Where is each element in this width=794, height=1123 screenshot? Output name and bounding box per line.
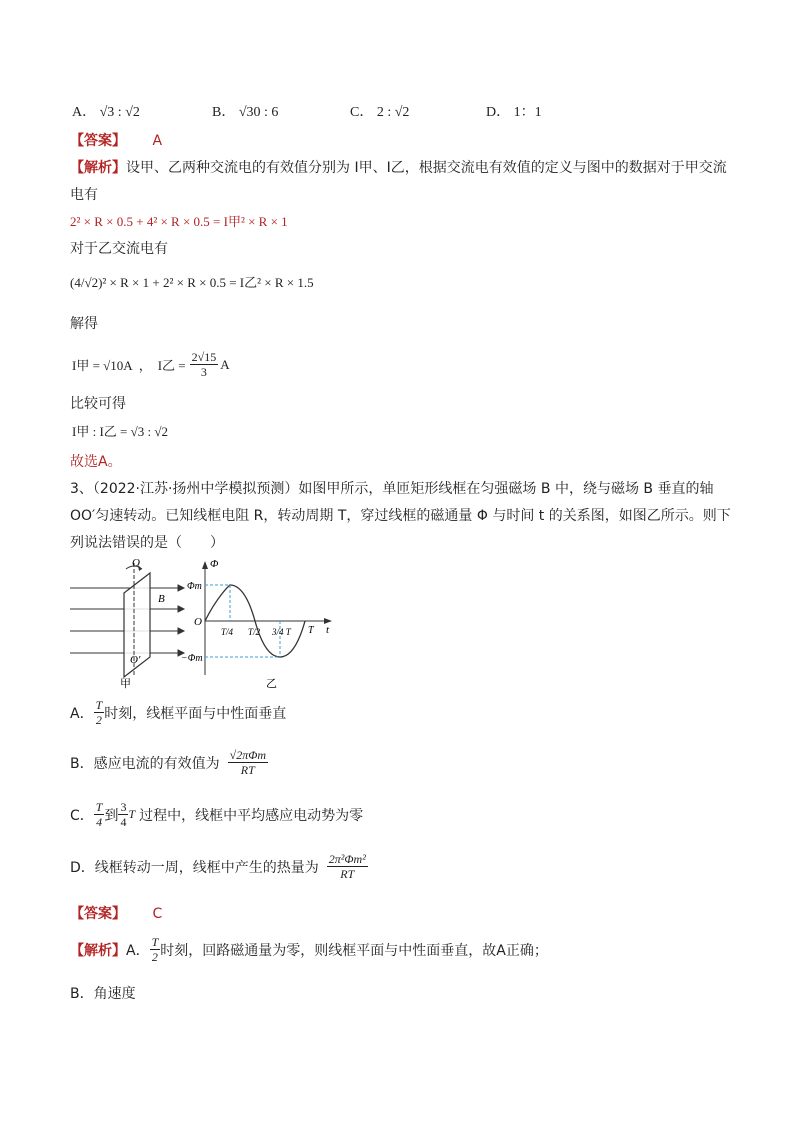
label-o-top: O	[132, 557, 140, 569]
frac-den: RT	[340, 867, 355, 881]
q3-analysis-a	[70, 935, 548, 964]
option-d-text: 线框转动一周，线框中产生的热量为	[94, 859, 319, 876]
answer-tag: 【答案】	[70, 906, 126, 922]
option-a-text: 时刻，线框平面与中性面垂直	[104, 705, 287, 722]
option-c-fraction-1	[94, 800, 105, 829]
option-c-t: T	[128, 807, 136, 821]
option-letter: C．	[70, 807, 94, 824]
axis-phi: Φ	[210, 558, 219, 570]
eq3-b-lhs: I乙 =	[157, 358, 186, 373]
analysis-text: 设甲、乙两种交流电的有效值分别为 I甲、I乙，根据交流电有效值的定义与图中的数据对于甲交流	[126, 160, 727, 176]
frac-den: RT	[240, 763, 255, 777]
axis-t: t	[326, 624, 330, 636]
analysis-tag: 【解析】	[70, 160, 126, 176]
frac-den: 2	[151, 950, 158, 964]
option-letter: A．	[70, 705, 94, 722]
frac-den: 4	[96, 815, 103, 829]
q3-option-d	[70, 852, 368, 881]
frac-num: √2πΦm	[229, 748, 267, 762]
frac-num: 2π²Φm²	[328, 852, 366, 866]
frac-den: 2	[95, 713, 102, 727]
analysis-letter: A．	[126, 942, 150, 959]
option-letter: D．	[70, 859, 95, 876]
q2-option-a: A． √3 : √2	[72, 105, 140, 120]
tick-t2: T/2	[248, 627, 261, 637]
eq3-b-den: 3	[200, 365, 207, 379]
eq3-b-fraction	[190, 350, 219, 379]
phi-m: Φm	[187, 581, 202, 592]
q3-stem-line3: 列说法错误的是（ ）	[70, 535, 224, 551]
analysis-a-fraction	[150, 935, 161, 964]
option-b-fraction	[228, 748, 268, 777]
option-c-fraction-2	[118, 800, 128, 829]
origin: O	[194, 616, 202, 628]
conclusion: 故选A。	[70, 454, 122, 470]
option-letter: B．	[70, 755, 94, 772]
frac-num: T	[95, 698, 103, 712]
q3-analysis-b: B．角速度	[70, 986, 136, 1002]
option-c-mid: 到	[104, 807, 119, 824]
tick-3t4: 3/4 T	[272, 627, 291, 637]
q2-option-c: C． 2 : √2	[350, 105, 410, 120]
label-o-bottom: O′	[130, 654, 141, 666]
q3-answer	[70, 903, 162, 923]
q2-analysis-line1	[70, 157, 727, 177]
frac-num: T	[151, 935, 159, 949]
eq3-b-num: 2√15	[191, 350, 217, 364]
q3-stem-line1: 3、（2022·江苏·扬州中学模拟预测）如图甲所示，单匝矩形线框在匀强磁场 B 中，绕与磁场 B 垂直的轴	[70, 481, 714, 497]
equation-4: I甲 : I乙 = √3 : √2	[72, 424, 168, 439]
label-b: B	[158, 593, 165, 605]
q3-stem-line2: OO′匀速转动。已知线框电阻 R，转动周期 T，穿过线框的磁通量 Φ 与时间 t 的关系图，如图乙所示。则下	[70, 508, 731, 524]
neg-phi-m: −Φm	[181, 653, 203, 664]
label-jia: 甲	[120, 678, 131, 690]
answer-value: A	[152, 133, 163, 149]
q2-answer	[70, 130, 162, 150]
text-solve: 解得	[70, 316, 98, 332]
option-a-fraction	[94, 698, 105, 727]
option-d-fraction	[327, 852, 368, 881]
answer-value: C	[152, 906, 163, 922]
q2-option-b: B． √30 : 6	[212, 105, 279, 120]
text-compare: 比较可得	[70, 396, 126, 412]
q3-option-a	[70, 698, 286, 727]
option-c-text: 过程中，线框中平均感应电动势为零	[139, 807, 364, 824]
equation-1: 2² × R × 0.5 + 4² × R × 0.5 = I甲² × R × 1	[70, 214, 288, 229]
q2-option-d: D． 1：1	[486, 105, 542, 120]
analysis-tag: 【解析】	[70, 942, 126, 959]
phi-t-graph	[181, 558, 332, 690]
tick-t: T	[308, 625, 314, 636]
frac-num: T	[95, 800, 103, 814]
frac-den: 4	[120, 815, 127, 829]
eq3-sep: ，	[138, 358, 152, 373]
eq3-b-unit: A	[220, 356, 230, 372]
answer-tag: 【答案】	[70, 133, 126, 149]
equation-3	[72, 350, 230, 379]
analysis-a-text: 时刻，回路磁通量为零，则线框平面与中性面垂直，故A正确；	[160, 942, 548, 959]
equation-2: (4/√2)² × R × 1 + 2² × R × 0.5 = I乙² × R × 1.5	[70, 275, 314, 290]
label-yi: 乙	[266, 678, 277, 690]
q3-figure	[60, 555, 350, 690]
option-b-text: 感应电流的有效值为	[93, 755, 220, 772]
q3-option-c	[70, 800, 363, 829]
text-yi: 对于乙交流电有	[70, 241, 168, 257]
q2-analysis-line2: 电有	[70, 187, 98, 203]
q3-option-b	[70, 748, 268, 777]
tick-t4: T/4	[221, 627, 234, 637]
eq3-a: I甲 = √10A	[72, 358, 133, 373]
frac-num: 3	[120, 800, 127, 814]
